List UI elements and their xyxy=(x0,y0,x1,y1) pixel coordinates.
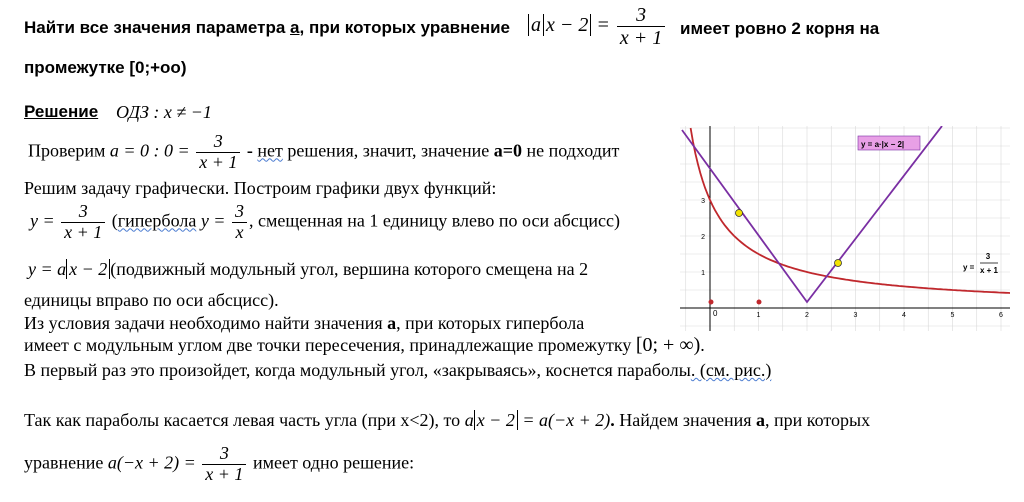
problem-text-1: Найти все значения параметра xyxy=(24,18,291,37)
y-tick-label: 1 xyxy=(701,270,705,277)
check-rest: решения, значит, значение xyxy=(282,140,494,161)
graph-intro: Решим задачу графически. Построим графики двух функций: xyxy=(24,178,497,198)
eq-num: 3 xyxy=(617,4,665,27)
x-tick-label: 4 xyxy=(902,312,906,319)
origin-label: 0 xyxy=(713,309,718,318)
y-tick-label: 2 xyxy=(701,234,705,241)
last-lhs: a(−x + 2) = xyxy=(107,452,196,473)
cond-3a: В первый раз это произойдет, когда модульный угол, «закрываясь», коснется параболы xyxy=(24,360,691,380)
eq-sign: = xyxy=(596,14,610,37)
x-tick-label: 5 xyxy=(950,312,955,319)
problem-param: а xyxy=(290,18,300,37)
odz-expr: x ≠ −1 xyxy=(163,102,212,122)
modulus-line-2: единицы вправо по оси абсцисс). xyxy=(24,290,279,310)
tan-math2: = a(−x + 2) xyxy=(517,410,611,430)
condition-line-1 xyxy=(24,313,584,334)
last-fraction xyxy=(202,444,246,485)
tangent-line xyxy=(24,410,870,431)
hyperbola-label-y: y = xyxy=(963,263,975,272)
solution-heading: Решение xyxy=(24,102,99,121)
eq-den: x + 1 xyxy=(619,27,663,49)
tan-math1: a xyxy=(464,410,474,430)
function-graph xyxy=(680,126,1010,331)
x-tick-label: 2 xyxy=(805,312,809,319)
tan-a: Так как параболы касается левая часть угла (при x<2), то xyxy=(24,410,465,430)
y-tick-label: 3 xyxy=(701,198,705,205)
tan-d: , при которых xyxy=(765,410,871,430)
x-tick-label: 1 xyxy=(756,312,761,319)
mod-y: y = a xyxy=(28,259,67,279)
intersection-point-2 xyxy=(835,260,842,267)
hyp-fraction xyxy=(61,202,105,243)
last-b: имеет одно решение: xyxy=(248,452,415,473)
check-prefix: Проверим xyxy=(28,140,110,161)
axis-point-2 xyxy=(757,300,762,305)
hyp-y: y = xyxy=(30,210,55,231)
condition-line-3 xyxy=(24,360,771,381)
x-tick-label: 3 xyxy=(853,312,858,319)
cond-1b: а xyxy=(387,313,397,333)
last-a: уравнение xyxy=(24,452,108,473)
hyperbola-label-den: x + 1 xyxy=(979,266,999,275)
odz-label: ОДЗ : xyxy=(116,102,160,122)
last-line xyxy=(24,444,414,485)
check-den: x + 1 xyxy=(199,151,238,172)
check-a-eq: a = 0 : 0 = xyxy=(109,140,190,161)
last-num: 3 xyxy=(202,444,246,465)
cond-2c: . xyxy=(700,335,705,355)
condition-line-2 xyxy=(24,334,705,357)
cond-1a: Из условия задачи необходимо найти значения xyxy=(24,313,388,333)
problem-line2: промежутке [0;+oo) xyxy=(24,58,187,77)
cond-3b: . (см. рис.) xyxy=(690,360,772,380)
eq-a: a xyxy=(528,14,543,36)
mod-text: (подвижный модульный угол, вершина которого смещена на 2 xyxy=(110,259,589,279)
cond-interval: [0; + ∞) xyxy=(635,334,701,356)
hyperbola-line xyxy=(30,202,620,243)
graph-grid xyxy=(680,126,1010,331)
eq-fraction xyxy=(617,4,665,49)
problem-statement xyxy=(24,18,510,38)
axis-point-1 xyxy=(709,300,714,305)
intersection-point-1 xyxy=(736,210,743,217)
odz xyxy=(116,102,212,123)
problem-text-3: имеет ровно 2 корня на xyxy=(680,19,880,38)
tan-dot: . xyxy=(610,410,620,430)
hyp-word: гипербола xyxy=(117,210,197,231)
x-tick-label: 6 xyxy=(999,312,1003,319)
check-a0: а=0 xyxy=(493,140,523,161)
check-rest2: не подходит xyxy=(522,140,620,161)
tan-c: а xyxy=(756,410,766,430)
hyp-y2: y = xyxy=(196,210,226,231)
problem-equation xyxy=(528,4,667,49)
check-num: 3 xyxy=(196,132,240,153)
modulus-line xyxy=(28,259,588,280)
check-dash: - xyxy=(242,140,258,161)
hyp-num2: 3 xyxy=(232,202,247,223)
hyp-den: x + 1 xyxy=(64,221,103,242)
mod-inner: x − 2 xyxy=(66,259,110,279)
modulus-curve xyxy=(682,126,942,302)
hyp-den2: x xyxy=(235,221,244,242)
cond-2a: имеет с модульным углом две точки пересечения, принадлежащие промежутку xyxy=(24,335,636,355)
tan-b: Найдем значения xyxy=(619,410,757,430)
y-tick-labels xyxy=(701,198,705,277)
last-den: x + 1 xyxy=(205,463,244,484)
hyp-paren: ( xyxy=(107,210,118,231)
cond-1c: , при которых гипербола xyxy=(396,313,585,333)
modulus-label: y = a·|x − 2| xyxy=(861,140,905,149)
hyp-num: 3 xyxy=(61,202,105,223)
check-line xyxy=(28,132,619,173)
eq-inner: x − 2 xyxy=(543,14,591,36)
check-underlined: нет xyxy=(257,140,283,161)
hyp-fraction2 xyxy=(232,202,247,243)
tan-inner: x − 2 xyxy=(474,410,518,430)
problem-text-2: , при которых уравнение xyxy=(299,18,511,37)
check-fraction xyxy=(196,132,240,173)
hyp-rest: , смещенная на 1 единицу влево по оси абсцисс) xyxy=(248,210,620,231)
hyperbola-label-num: 3 xyxy=(985,252,991,261)
